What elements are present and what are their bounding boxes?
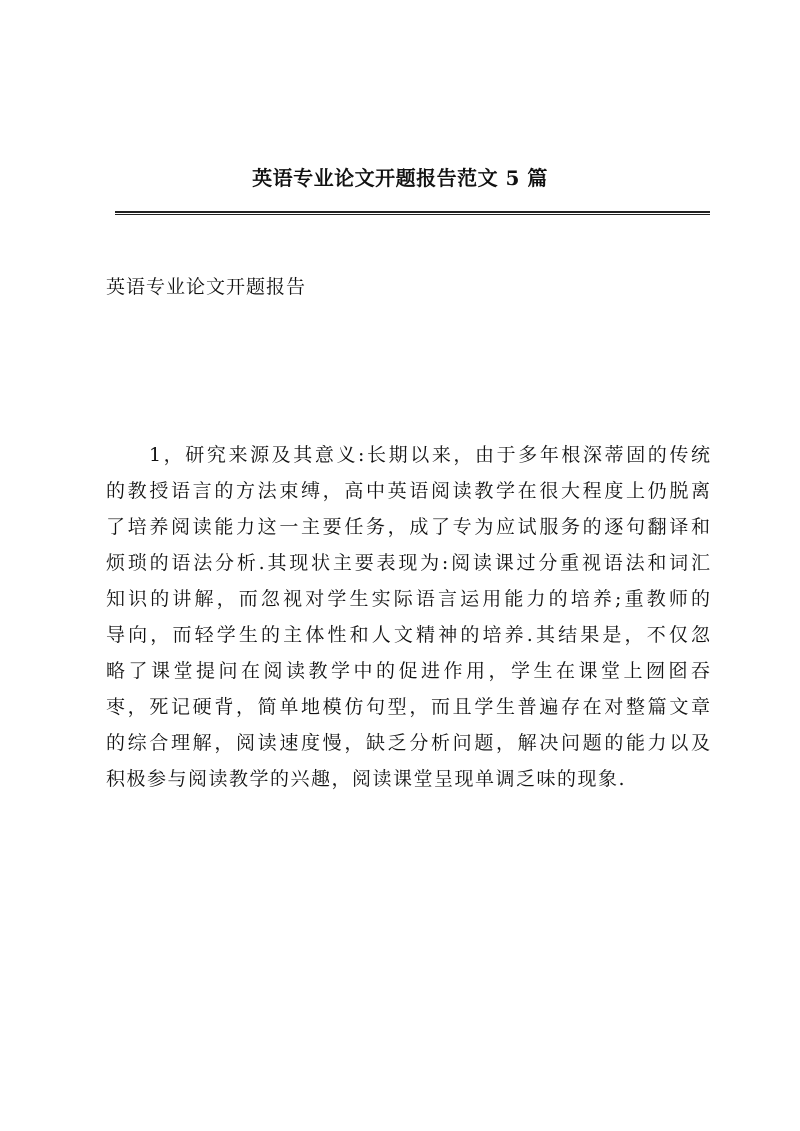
paragraph-line: 烦琐的语法分析.其现状主要表现为:阅读课过分重视语法和词汇 (106, 552, 710, 574)
paragraph-line: 的综合理解，阅读速度慢，缺乏分析问题，解决问题的能力以及 (106, 732, 710, 754)
section-heading: 英语专业论文开题报告 (106, 276, 307, 298)
body-paragraph (106, 437, 710, 797)
title-underline-divider (115, 211, 710, 215)
paragraph-line: 的教授语言的方法束缚，高中英语阅读教学在很大程度上仍脱离 (106, 480, 710, 502)
paragraph-line: 1，研究来源及其意义:长期以来，由于多年根深蒂固的传统 (149, 444, 710, 466)
paragraph-line: 枣，死记硬背，简单地模仿句型，而且学生普遍存在对整篇文章 (106, 696, 710, 718)
paragraph-line: 了培养阅读能力这一主要任务，成了专为应试服务的逐句翻译和 (106, 516, 710, 538)
paragraph-line: 知识的讲解，而忽视对学生实际语言运用能力的培养;重教师的 (106, 588, 710, 610)
document-title: 英语专业论文开题报告范文 5 篇 (252, 166, 548, 190)
paragraph-line: 导向，而轻学生的主体性和人文精神的培养.其结果是，不仅忽 (106, 624, 710, 646)
paragraph-line: 积极参与阅读教学的兴趣，阅读课堂呈现单调乏味的现象. (106, 768, 627, 790)
paragraph-line: 略了课堂提问在阅读教学中的促进作用，学生在课堂上囫囵吞 (106, 660, 710, 682)
